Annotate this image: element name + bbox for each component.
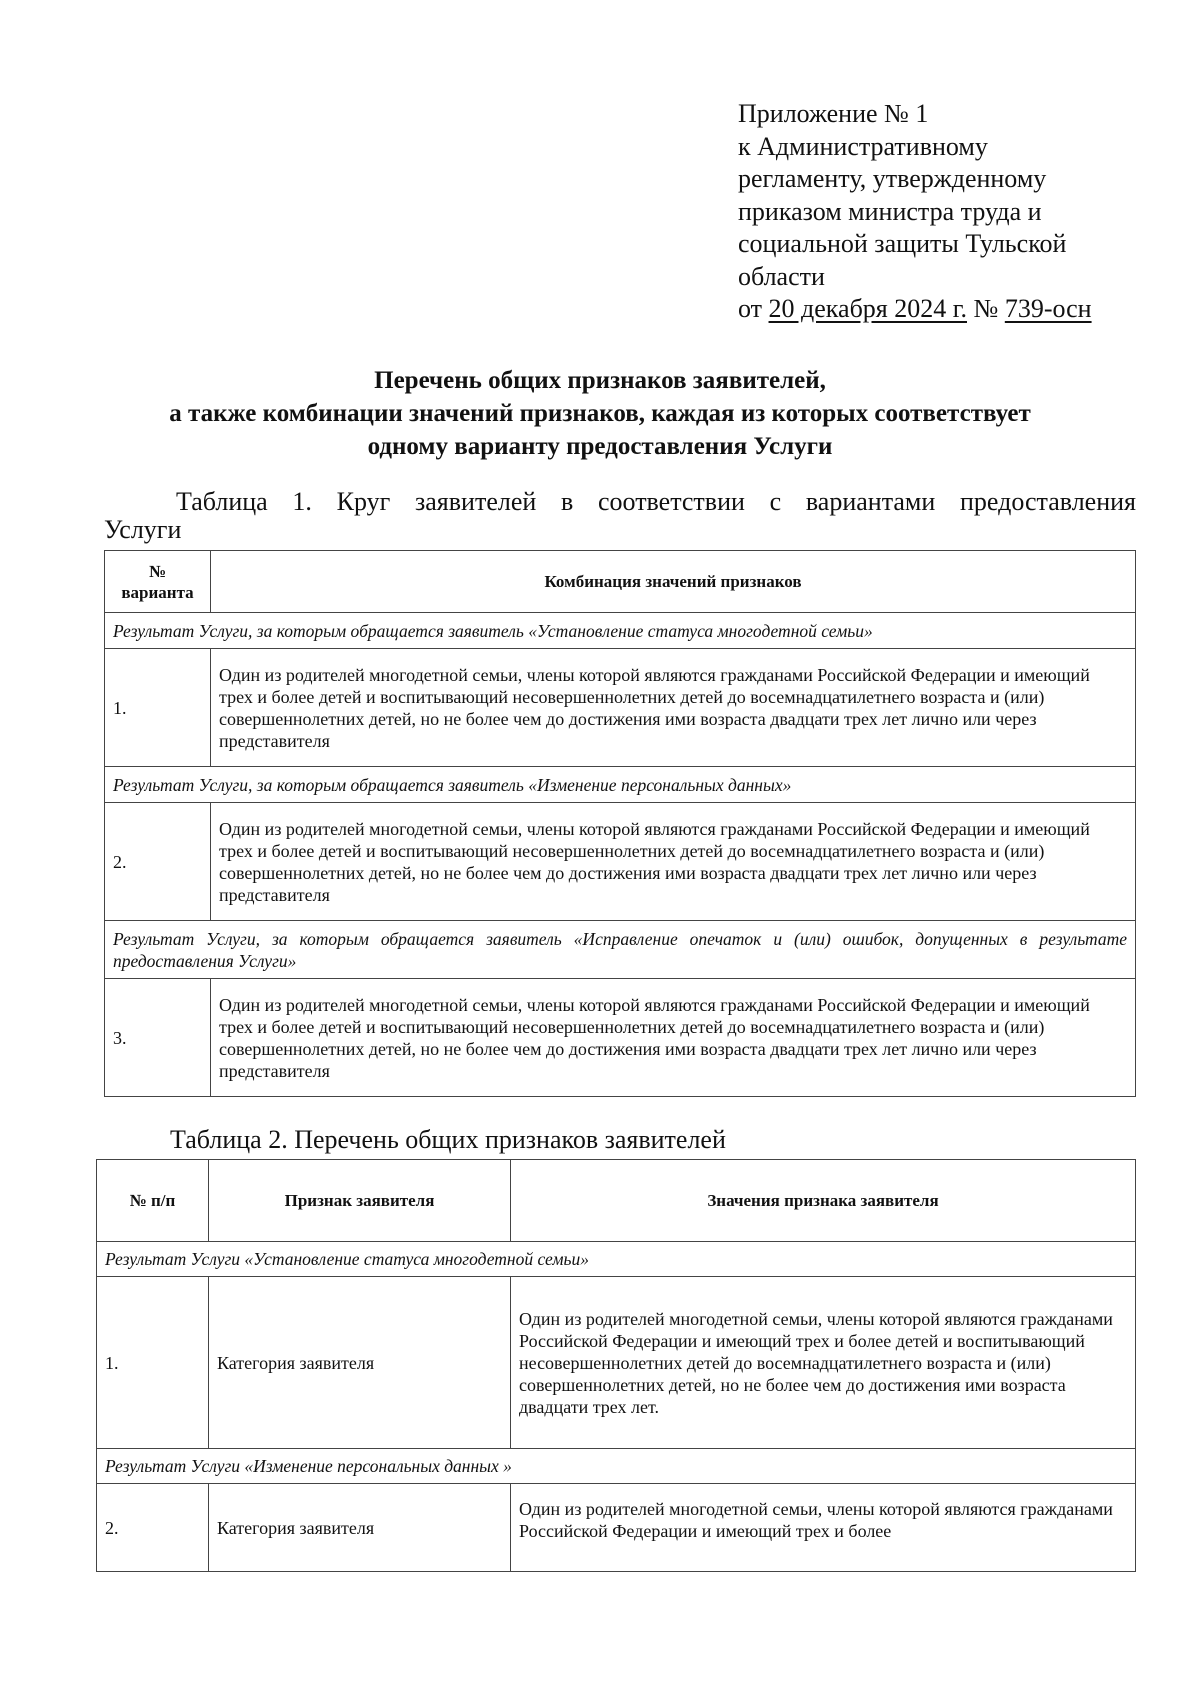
date-prefix: от: [738, 294, 763, 323]
appendix-line: регламенту, утвержденному: [738, 164, 1047, 193]
row-number: 2.: [97, 1484, 209, 1572]
order-date: 20 декабря 2024 г.: [768, 294, 967, 323]
variant-number: 3.: [105, 979, 211, 1097]
header-variant-number: № варианта: [105, 551, 211, 613]
result-label: Результат Услуги «Установление статуса многодетной семьи»: [97, 1242, 1136, 1277]
result-row: [97, 1449, 1136, 1484]
title-line: Перечень общих признаков заявителей,: [374, 367, 826, 394]
table-row: [105, 649, 1136, 767]
sign-value: Один из родителей многодетной семьи, члены которой являются гражданами Российской Федерации и имеющий трех и более детей и воспитывающий несовершеннолетних детей до восемнадцатилетнего возраста и (или) совершеннолетних детей, но не более чем до достижения ими возраста двадцати трех лет.: [511, 1277, 1136, 1449]
result-row: [97, 1242, 1136, 1277]
number-prefix: №: [973, 294, 999, 323]
result-row: [105, 921, 1136, 979]
table-row: [105, 803, 1136, 921]
table-row: [97, 1484, 1136, 1572]
header-applicant-sign: Признак заявителя: [209, 1160, 511, 1242]
table-header-row: [105, 551, 1136, 613]
appendix-line: социальной защиты Тульской: [738, 229, 1067, 258]
result-row: [105, 767, 1136, 803]
appendix-date-line: [738, 293, 1168, 326]
table-variants: [104, 550, 1136, 1097]
appendix-line: к Административному: [738, 131, 988, 161]
combination-text: Один из родителей многодетной семьи, члены которой являются гражданами Российской Федерации и имеющий трех и более детей и воспитывающий несовершеннолетних детей до восемнадцатилетнего возраста и (или) совершеннолетних детей, но не более чем до достижения ими возраста двадцати трех лет лично или через представителя: [211, 979, 1136, 1097]
result-label: Результат Услуги «Изменение персональных данных »: [97, 1449, 1136, 1484]
applicant-sign: Категория заявителя: [209, 1484, 511, 1572]
table1-caption-line2: Услуги: [104, 515, 182, 544]
combination-text: Один из родителей многодетной семьи, члены которой являются гражданами Российской Федерации и имеющий трех и более детей и воспитывающий несовершеннолетних детей до восемнадцатилетнего возраста и (или) совершеннолетних детей, но не более чем до достижения ими возраста двадцати трех лет лично или через представителя: [211, 803, 1136, 921]
header-sign-value: Значения признака заявителя: [511, 1160, 1136, 1242]
table1-caption-line1: Таблица 1. Круг заявителей в соответствии с вариантами предоставления: [176, 487, 1136, 516]
order-number: 739-осн: [1004, 294, 1092, 323]
appendix-line: области: [738, 261, 825, 291]
document-title: [80, 364, 1120, 463]
header-combination: Комбинация значений признаков: [211, 551, 1136, 613]
title-line: а также комбинации значений признаков, каждая из которых соответствует: [169, 400, 1031, 427]
sign-value: Один из родителей многодетной семьи, члены которой являются гражданами Российской Федерации и имеющий трех и более: [511, 1484, 1136, 1572]
applicant-sign: Категория заявителя: [209, 1277, 511, 1449]
variant-number: 1.: [105, 649, 211, 767]
table-row: [105, 979, 1136, 1097]
title-line: одному варианту предоставления Услуги: [367, 433, 833, 460]
appendix-header: [738, 98, 1168, 326]
table1-caption: [104, 488, 1136, 544]
row-number: 1.: [97, 1277, 209, 1449]
variant-number: 2.: [105, 803, 211, 921]
header-row-number: № п/п: [97, 1160, 209, 1242]
result-row: [105, 613, 1136, 649]
table-header-row: [97, 1160, 1136, 1242]
table2-caption: Таблица 2. Перечень общих признаков заявителей: [170, 1125, 726, 1154]
result-label: Результат Услуги, за которым обращается заявитель «Исправление опечаток и (или) ошибок, допущенных в результате предоставления Услуги»: [105, 921, 1136, 979]
result-label: Результат Услуги, за которым обращается заявитель «Изменение персональных данных»: [105, 767, 1136, 803]
appendix-line: приказом министра труда и: [738, 196, 1042, 226]
table-row: [97, 1277, 1136, 1449]
appendix-line: Приложение № 1: [738, 99, 929, 128]
combination-text: Один из родителей многодетной семьи, члены которой являются гражданами Российской Федерации и имеющий трех и более детей и воспитывающий несовершеннолетних детей до восемнадцатилетнего возраста и (или) совершеннолетних детей, но не более чем до достижения ими возраста двадцати трех лет лично или через представителя: [211, 649, 1136, 767]
table-applicant-signs: [96, 1159, 1136, 1572]
result-label: Результат Услуги, за которым обращается заявитель «Установление статуса многодетной семьи»: [105, 613, 1136, 649]
